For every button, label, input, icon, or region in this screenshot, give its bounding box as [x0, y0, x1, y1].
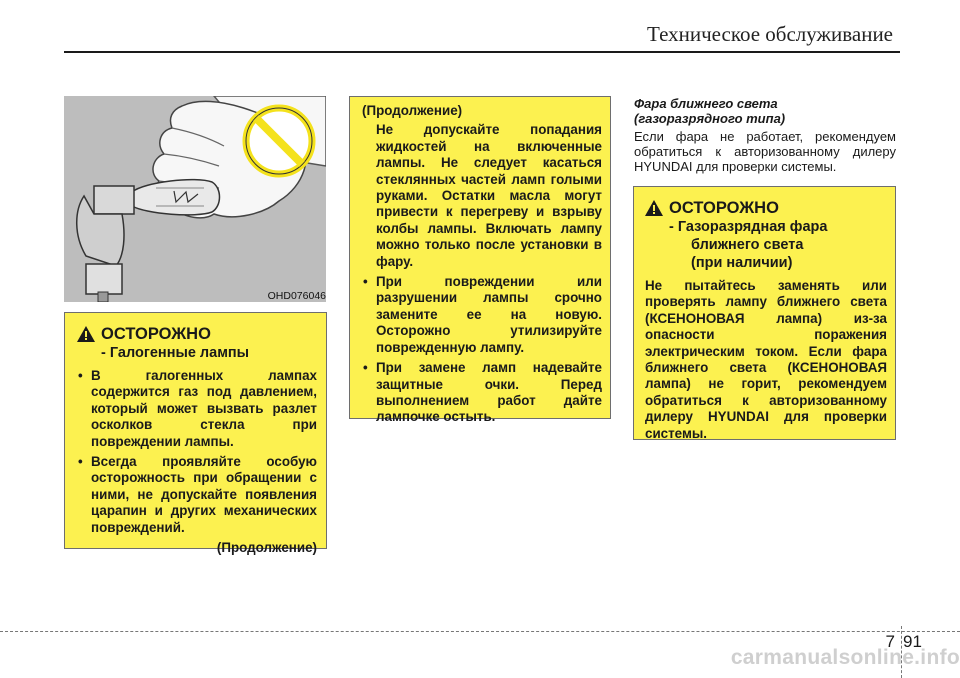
warning-body-text: Не пытайтесь заменять или проверять лампу ближнего света (КСЕНОНОВАЯ лампа) из-за опасности поражения электрическим током. Если фара ближнего света (КСЕНОНОВАЯ лампа) не горит, рекомендуем обратиться к авторизованному дилеру HYUNDAI для проверки системы.	[645, 278, 887, 441]
prohibition-sign-icon	[242, 104, 316, 178]
warning-triangle-icon	[77, 326, 95, 342]
warning-triangle-icon	[645, 200, 663, 216]
warning-title: ОСТОРОЖНО	[101, 325, 211, 343]
warning-bullet-list	[362, 274, 602, 426]
section-body: Если фара не работает, рекомендуем обратиться к авторизованному дилеру HYUNDAI для проверки системы.	[634, 129, 896, 174]
warning-heading	[77, 324, 317, 344]
warning-bullet-list	[77, 368, 317, 536]
warning-subtitle: - Газоразрядная фара	[669, 219, 828, 235]
page-number: 91	[903, 632, 922, 651]
footer-rule	[0, 631, 960, 632]
warning-intro-text: Не допускайте попадания жидкостей на включенные лампы. Не следует касаться стеклянных частей ламп голыми руками. Остатки масла могут привести к перегреву и взрыву колбы лампы. Включать лампу можно только после установки в фару.	[376, 122, 602, 269]
section-title-line: Фара ближнего света	[634, 96, 778, 111]
warning-title: ОСТОРОЖНО	[669, 199, 779, 217]
header-rule	[64, 51, 900, 53]
continued-label: (Продолжение)	[216, 540, 317, 556]
page-header-title: Техническое обслуживание	[647, 22, 893, 46]
section-title	[634, 96, 896, 126]
chapter-number: 7	[885, 632, 895, 651]
image-code: OHD076046	[267, 290, 326, 302]
illustration	[64, 96, 326, 302]
warning-subtitle: - Галогенные лампы	[101, 345, 250, 361]
warning-box-halogen	[64, 312, 327, 556]
warning-subtitle: (при наличии)	[691, 255, 793, 271]
list-item: • При замене ламп надевайте защитные очки. Перед выполнением работ дайте лампочке остыть.	[362, 360, 602, 426]
warning-heading	[645, 198, 887, 218]
continued-label: (Продолжение)	[362, 103, 463, 118]
watermark: carmanualsonline.info	[730, 646, 960, 669]
warning-subtitle: ближнего света	[691, 237, 804, 253]
list-item: • При повреждении или разрушении лампы срочно замените ее на новую. Осторожно утилизируйте поврежденную лампу.	[362, 274, 602, 356]
list-item: • В галогенных лампах содержится газ под давлением, который может вызвать разлет осколков стекла при повреждении лампы.	[77, 368, 317, 450]
warning-box-continued	[349, 96, 611, 425]
list-item: • Всегда проявляйте особую осторожность при обращении с ними, не допускайте появления царапин и других механических повреждений.	[77, 454, 317, 536]
section-title-line: (газоразрядного типа)	[634, 111, 786, 126]
warning-box-xenon	[633, 186, 896, 440]
